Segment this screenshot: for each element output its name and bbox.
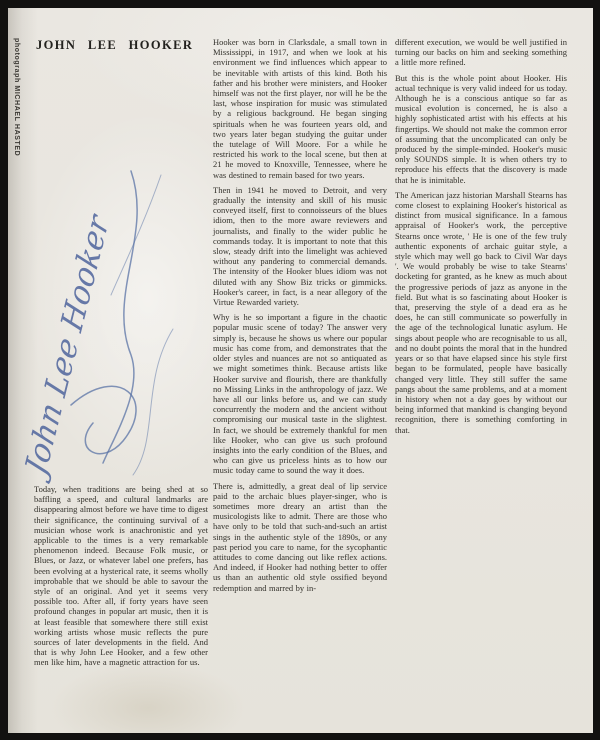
paragraph: Why is he so important a figure in the chaotic popular music scene of today? The answer very simply is, because he shows us where our popular music has come from, and demonstrates that the older styles and nuances are not so antiquated as we might sometimes think. Because artists like Hooker survive and flourish, there are thankfully no Missing Links in the anthropology of jazz. We have all our links before us, and we can study concurrently the modern and the ancient without compromising our musical taste in the slightest. In fact, we should be extremely thankful for men like Hooker, who can give us such profound insights into the early condition of the Blues, and who can give us priceless hints as to how our music today came to sound the way it does.	[213, 312, 387, 476]
column-left	[34, 484, 208, 673]
page-title: JOHN LEE HOOKER	[36, 38, 194, 52]
column-right	[395, 37, 567, 440]
paragraph: The American jazz historian Marshall Stearns has come closest to explaining Hooker's historical as distinct from musical significance. In a famous appraisal of Hooker's work, the perceptive Stearns once wrote, ' He is one of the few truly authentic exponents of archaic guitar style, a style which may well go back to Civil War days '. We would probably be wise to take Stearns' docketing for granted, as he knew as much about the progressive periods of jazz as anyone in the field. But what is so fascinating about Hooker is that, preserving the style of a dead era as he does, he can still communicate so powerfully in the age of the technological lunatic asylum. He sings about people who are recognisable to us all, and no doubt points the moral that in the hundred years or so that have elapsed since his style first began to be formulated, people have basically changed very little. They still suffer the same pangs about the same problems, and at a moment in history when not a day goes by without our being informed that mankind is changing beyond recognition, there is something comforting in that.	[395, 189, 567, 435]
paragraph: But this is the whole point about Hooker. His actual technique is very valid indeed for us today. Although he is a conscious antique so far as musical evolution is concerned, he is also a highly sophisticated artist with his effects at his fingertips. We should not make the common error of assuming that the uncomplicated can only be produced by the simple-minded. Hooker's music only SOUNDS simple. It is when others try to reproduce his effects that the discovery is made that he is inimitable.	[395, 72, 567, 185]
paragraph: Today, when traditions are being shed at so baffling a speed, and cultural landmarks are disappearing almost before we have time to digest their significance, the continuing survival of a musician whose work is anachronistic and yet applicable to the times is a very remarkable phenomenon indeed. Because Folk music, or Blues, or Jazz, or whatever label one prefers, has been evolving at a hysterical rate, it seems wholly improbable that we should be able to savour the style of an original. And yet it seems very possible too. After all, if forty years have seen profound changes in popular art music, then it is at least feasible that somewhere there still exist working artists whose music reflects the pure sources of later developments in the field. And that is why John Lee Hooker, and a few other men like him, have a magnetic attraction for us.	[34, 484, 208, 668]
photo-credit-vertical: photograph MICHAEL HASTED	[13, 38, 20, 157]
signature-autograph	[13, 143, 185, 491]
paragraph: different execution, we would be well justified in turning our backs on him and seeking something a little more refined.	[395, 37, 567, 68]
paragraph: Hooker was born in Clarksdale, a small town in Mississippi, in 1917, and when we look at his environment we find influences which appear to be inevitable with artists of this kind. Both his father and his brother were ministers, and Hooker himself was not the first player, nor will he be the last, whose inspiration for music was stimulated by a religious background. He began singing spirituals when he was fourteen years old, and two years later began studying the guitar under the tutelage of Will Moore. For a while he restricted his work to the local scene, but then at 21 he moved to Knoxville, Tennessee, where he was destined to remain based for two years.	[213, 37, 387, 180]
signature-text: John Lee Hooker	[18, 210, 117, 481]
paragraph: There is, admittedly, a great deal of lip service paid to the archaic blues player-singer, who is sometimes more dreary an artist than the musicologists like to admit. There are those who have only to be told that such-and-such an artist sings in the authentic style of the 1890s, or any past period you care to name, for the sycophantic attitudes to come dancing out like reflex actions. And indeed, if Hooker had nothing better to offer us than an authentic old style ossified beyond redemption and marred by in-	[213, 480, 387, 593]
column-middle	[213, 37, 387, 598]
paragraph: Then in 1941 he moved to Detroit, and very gradually the intensity and skill of his music conveyed itself, first to connoisseurs of the blues idiom, then to the more aware reviewers and journalists, and finally to the wider public he commands today. It is important to note that this slow, steady drift into the limelight was achieved without any pandering to commercial demands. The intensity of the Hooker blues idiom was not diluted with any Show Biz tricks or gimmicks. Hooker's career, in fact, is a near allegory of the Virtue Rewarded variety.	[213, 184, 387, 308]
signature-flourish-stroke	[71, 386, 136, 453]
paper-scan	[8, 8, 593, 733]
signature-flourish-stroke	[133, 329, 173, 475]
signature-flourish-stroke	[103, 171, 137, 463]
